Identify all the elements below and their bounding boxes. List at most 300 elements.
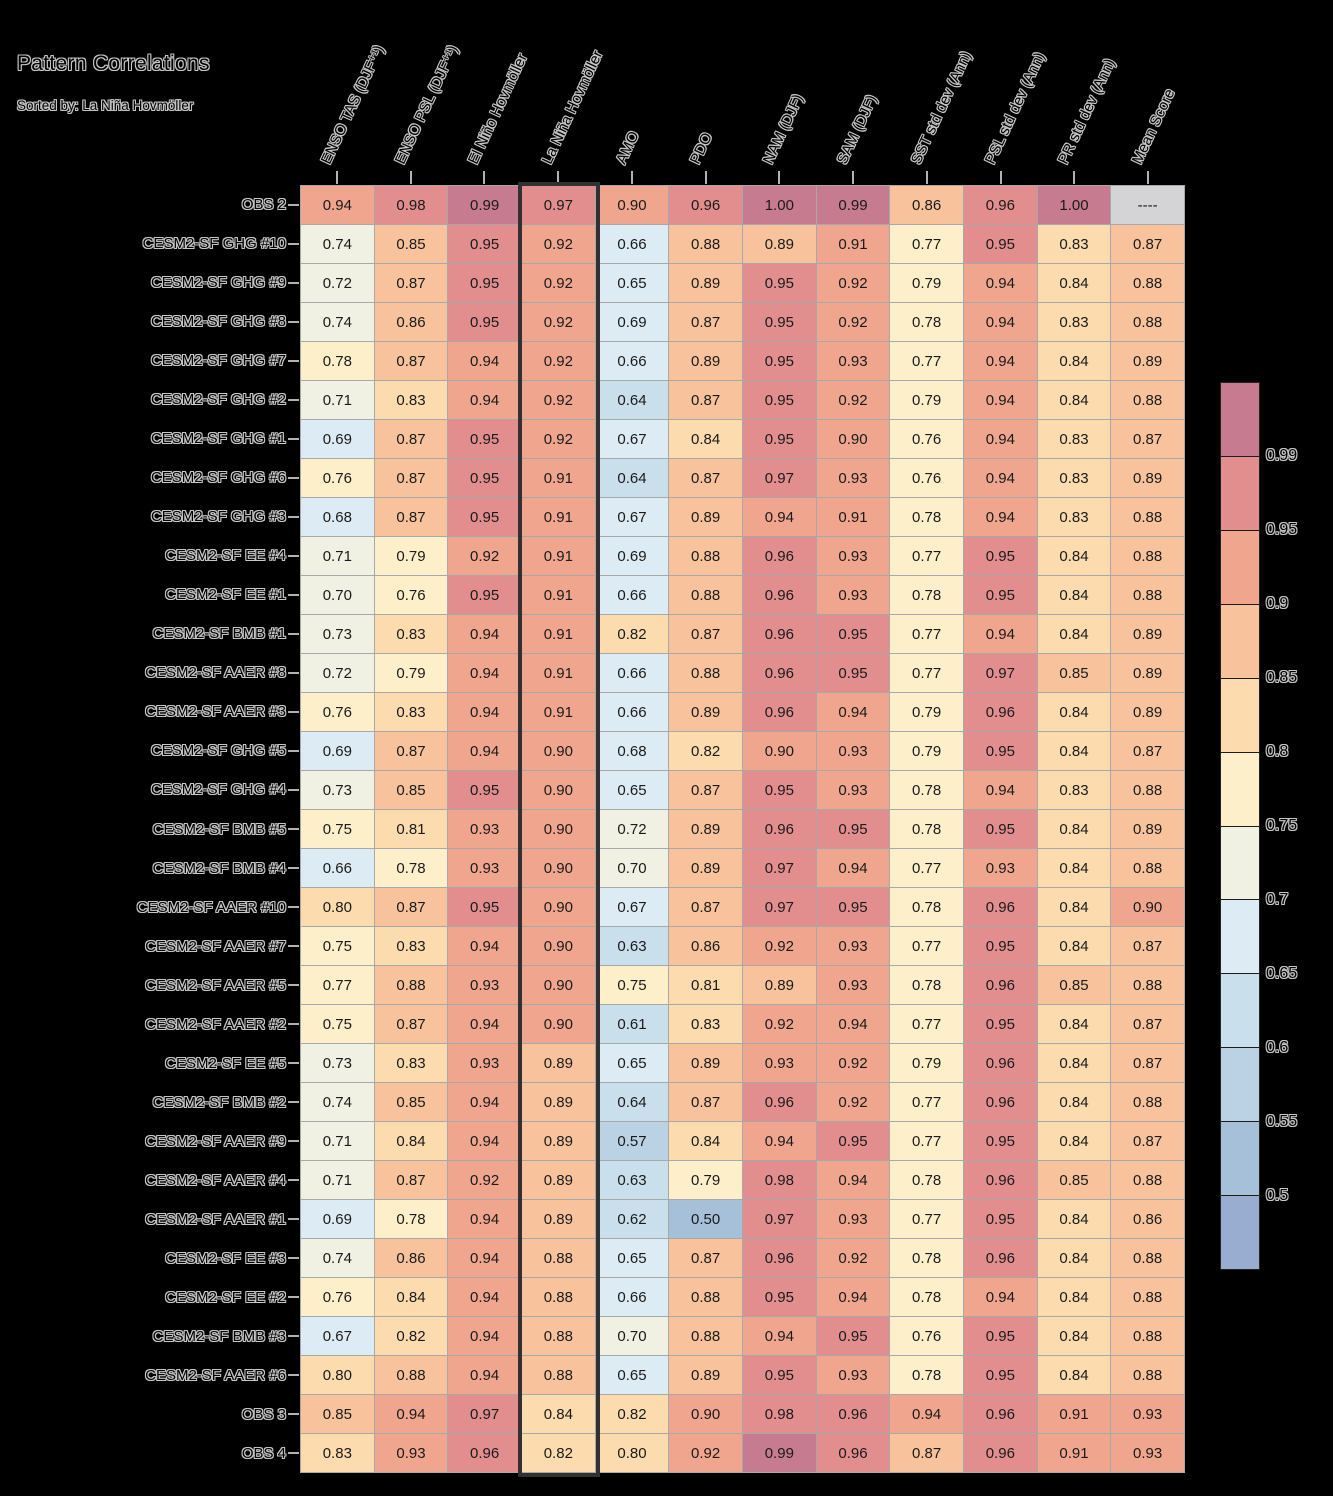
heatmap-cell: 0.93 [448,810,521,848]
heatmap-cell: 0.76 [301,459,374,497]
heatmap-cell: 0.95 [743,420,816,458]
heatmap-cell: 0.95 [448,420,521,458]
heatmap-cell: 0.91 [817,225,890,263]
column-header: PDO [686,130,716,168]
heatmap-cell: 0.90 [1111,888,1184,926]
row-label: CESM2-SF AAER #9 [145,1132,286,1150]
heatmap-cell: 0.91 [522,459,595,497]
heatmap-cell: 0.87 [1111,420,1184,458]
heatmap-cell: 0.90 [743,732,816,770]
colorbar-segment [1221,531,1259,605]
colorbar-segment [1221,383,1259,457]
row-labels [0,185,286,1473]
heatmap-cell: 0.79 [669,1161,742,1199]
y-axis-tick [288,1413,299,1415]
y-axis-tick [288,1218,299,1220]
heatmap-cell: 0.96 [964,1161,1037,1199]
row-label: CESM2-SF GHG #7 [150,352,286,370]
heatmap-cell: 0.88 [669,576,742,614]
heatmap-cell: 0.94 [817,1161,890,1199]
heatmap-cell: 0.95 [743,771,816,809]
heatmap-cell: 0.88 [375,966,448,1004]
heatmap-cell: 0.92 [522,264,595,302]
heatmap-cell: 0.86 [890,186,963,224]
heatmap-cell: 0.96 [669,186,742,224]
y-axis-tick [288,477,299,479]
colorbar-tick-label: 0.9 [1266,595,1289,612]
row-label: CESM2-SF GHG #4 [150,781,286,799]
column-header: NAM (DJF) [760,91,808,168]
heatmap-cell: 0.71 [301,381,374,419]
heatmap-cell: 0.97 [522,186,595,224]
heatmap-cell: 0.89 [669,342,742,380]
heatmap-cell: 0.88 [669,225,742,263]
heatmap-cell: 0.84 [1038,1005,1111,1043]
heatmap-cell: 0.72 [596,810,669,848]
heatmap-cell: 0.79 [890,1044,963,1082]
heatmap-cell: 0.88 [1111,498,1184,536]
heatmap-cell: 0.96 [964,693,1037,731]
colorbar-tick-label: 0.65 [1266,965,1298,982]
heatmap-cell: 0.96 [964,1395,1037,1433]
heatmap-cell: 0.95 [817,615,890,653]
heatmap-cell: 0.79 [890,693,963,731]
heatmap-cell: 0.67 [596,888,669,926]
heatmap-cell: 0.76 [890,420,963,458]
heatmap-cell: 1.00 [743,186,816,224]
heatmap-cell: 0.69 [596,537,669,575]
heatmap-cell: 0.83 [301,1434,374,1472]
heatmap-cell: 0.95 [964,927,1037,965]
heatmap-cell: 0.65 [596,264,669,302]
heatmap-cell: 0.86 [375,1239,448,1277]
heatmap-cell: 0.87 [669,615,742,653]
heatmap-cell: 0.95 [448,225,521,263]
heatmap-cell: 0.89 [669,498,742,536]
y-axis-tick [288,1257,299,1259]
heatmap-cell: 0.87 [669,1083,742,1121]
colorbar-segment [1221,1122,1259,1196]
heatmap-cell: 0.69 [596,303,669,341]
y-axis-tick [288,1335,299,1337]
heatmap-cell: 0.69 [301,1200,374,1238]
heatmap-cell: 0.84 [669,420,742,458]
heatmap-cell: 0.95 [817,1317,890,1355]
colorbar-tick-label: 0.7 [1266,891,1289,908]
heatmap-cell: 0.97 [743,459,816,497]
heatmap-cell: 0.96 [964,1239,1037,1277]
heatmap-cell: 0.79 [375,537,448,575]
heatmap-cell: 0.96 [964,888,1037,926]
heatmap-cell: 0.89 [669,810,742,848]
x-axis-tick [926,171,928,184]
heatmap-cell: 0.97 [743,849,816,887]
heatmap-cell: 0.96 [743,693,816,731]
x-axis-tick [557,171,559,184]
heatmap-cell: 0.95 [448,498,521,536]
row-label: CESM2-SF GHG #10 [142,235,286,253]
heatmap-cell: 0.83 [1038,225,1111,263]
row-label: CESM2-SF GHG #5 [150,742,286,760]
heatmap-cell: 0.95 [817,888,890,926]
heatmap-cell: 0.94 [964,420,1037,458]
x-axis-tick [1147,171,1149,184]
heatmap-cell: 0.94 [448,1278,521,1316]
heatmap-cell: 0.88 [1111,1239,1184,1277]
heatmap-cell: 0.95 [448,888,521,926]
heatmap-cell: 0.93 [1111,1434,1184,1472]
heatmap-cell: 0.77 [890,1122,963,1160]
heatmap-cell: 0.97 [743,1200,816,1238]
row-label: CESM2-SF EE #3 [165,1249,286,1267]
y-axis-tick [288,1374,299,1376]
heatmap-cell: 0.94 [448,1356,521,1394]
heatmap-cell: 0.70 [596,849,669,887]
heatmap-cell: 0.86 [669,927,742,965]
heatmap-cell: 0.99 [743,1434,816,1472]
heatmap-cell: 0.74 [301,303,374,341]
heatmap-cell: 0.90 [522,732,595,770]
heatmap-cell: 0.89 [669,849,742,887]
row-label: CESM2-SF AAER #7 [145,937,286,955]
heatmap-cell: 0.82 [669,732,742,770]
heatmap-cell: 0.77 [890,1083,963,1121]
heatmap-cell: 0.65 [596,1239,669,1277]
heatmap-cell: 0.87 [669,888,742,926]
heatmap-cell: 0.94 [448,1239,521,1277]
heatmap-cell: 0.68 [301,498,374,536]
heatmap-cell: 0.92 [817,1083,890,1121]
x-axis-tick [705,171,707,184]
y-axis-tick [288,1023,299,1025]
heatmap-cell: 0.95 [964,537,1037,575]
heatmap-cell: 0.84 [1038,1356,1111,1394]
heatmap-cell: 0.96 [964,186,1037,224]
y-axis-tick [288,1296,299,1298]
heatmap-cell: 0.91 [1038,1395,1111,1433]
heatmap-cell: 0.62 [596,1200,669,1238]
heatmap-cell: 0.78 [890,771,963,809]
heatmap-cell: 0.78 [890,888,963,926]
heatmap-cell: 0.83 [1038,498,1111,536]
x-axis-tick [483,171,485,184]
heatmap-cell: 0.94 [448,342,521,380]
heatmap-cell: 0.93 [817,966,890,1004]
heatmap-cell: 0.65 [596,771,669,809]
colorbar-tick-label: 0.85 [1266,669,1298,686]
heatmap-cell: 0.78 [375,849,448,887]
heatmap-cell: 0.88 [669,654,742,692]
row-label: CESM2-SF BMB #2 [152,1093,286,1111]
heatmap-cell: 0.89 [1111,654,1184,692]
heatmap-cell: 0.84 [1038,849,1111,887]
heatmap-cell: 0.66 [596,693,669,731]
heatmap-cell: 0.92 [669,1434,742,1472]
heatmap-cell: 0.87 [1111,1122,1184,1160]
heatmap-cell: 0.84 [1038,1239,1111,1277]
heatmap-cell: 0.78 [890,1278,963,1316]
heatmap-cell: 0.87 [375,342,448,380]
heatmap-cell: 0.89 [1111,693,1184,731]
heatmap-cell: 0.90 [522,810,595,848]
heatmap-cell: 0.64 [596,1083,669,1121]
heatmap-cell: 0.92 [743,927,816,965]
heatmap-grid [300,185,1185,1473]
heatmap-cell: 0.91 [522,576,595,614]
row-label: CESM2-SF BMB #4 [152,859,286,877]
heatmap-cell: 0.77 [890,849,963,887]
heatmap-cell: 0.78 [890,810,963,848]
heatmap-cell: 0.96 [743,810,816,848]
heatmap-cell: 0.77 [890,225,963,263]
column-header: Mean Score [1128,86,1179,168]
heatmap-cell: 0.89 [522,1200,595,1238]
heatmap-cell: 0.73 [301,771,374,809]
heatmap-cell: 0.88 [1111,966,1184,1004]
column-header: AMO [612,128,643,168]
heatmap-cell: 0.68 [596,732,669,770]
y-axis-tick [288,555,299,557]
heatmap-cell: 0.70 [596,1317,669,1355]
y-axis-tick [288,321,299,323]
heatmap-cell: 0.87 [1111,1005,1184,1043]
colorbar-tick-label: 0.55 [1266,1113,1298,1130]
heatmap-cell: 0.88 [1111,576,1184,614]
heatmap-cell: 0.88 [1111,771,1184,809]
heatmap-cell: 0.84 [1038,1083,1111,1121]
heatmap-cell: 0.83 [375,693,448,731]
row-label: CESM2-SF GHG #6 [150,469,286,487]
heatmap-cell: 0.87 [375,498,448,536]
row-label: CESM2-SF BMB #3 [152,1327,286,1345]
heatmap-cell: 0.75 [301,927,374,965]
colorbar-segment [1221,1048,1259,1122]
heatmap-cell: 0.80 [301,888,374,926]
heatmap-cell: 0.87 [375,1005,448,1043]
heatmap-cell: 0.77 [890,615,963,653]
heatmap-cell: 0.89 [1111,810,1184,848]
heatmap-cell: 0.85 [375,225,448,263]
y-axis-tick [288,750,299,752]
heatmap-cell: 0.87 [669,459,742,497]
heatmap-cell: 0.88 [522,1239,595,1277]
heatmap-cell: 0.78 [375,1200,448,1238]
y-axis-tick [288,1140,299,1142]
heatmap-cell: 0.84 [375,1278,448,1316]
colorbar-segment [1221,605,1259,679]
y-axis-tick [288,633,299,635]
heatmap-cell: 0.92 [522,420,595,458]
heatmap-cell: 0.76 [890,1317,963,1355]
heatmap-cell: 0.94 [964,264,1037,302]
heatmap-cell: 0.89 [743,966,816,1004]
heatmap-cell: 0.83 [669,1005,742,1043]
heatmap-cell: 0.93 [375,1434,448,1472]
colorbar-segment [1221,827,1259,901]
heatmap-cell: 0.89 [1111,615,1184,653]
heatmap-cell: 0.91 [522,537,595,575]
heatmap-cell: 0.96 [964,966,1037,1004]
heatmap-cell: 0.77 [890,537,963,575]
row-label: CESM2-SF EE #4 [165,547,286,565]
row-label: CESM2-SF BMB #5 [152,820,286,838]
heatmap-cell: 0.76 [375,576,448,614]
row-label: CESM2-SF GHG #9 [150,274,286,292]
heatmap-cell: 0.84 [1038,1044,1111,1082]
x-axis-tick [778,171,780,184]
heatmap-cell: 0.67 [596,498,669,536]
heatmap-cell: 0.93 [817,1200,890,1238]
heatmap-cell: 0.88 [1111,303,1184,341]
heatmap-cell: 0.94 [964,1278,1037,1316]
heatmap-cell: 0.84 [1038,732,1111,770]
heatmap-cell: 0.88 [522,1278,595,1316]
heatmap-cell: 0.88 [669,1278,742,1316]
heatmap-cell: 0.95 [743,264,816,302]
heatmap-cell: 0.94 [301,186,374,224]
heatmap-cell: 0.88 [1111,849,1184,887]
colorbar-tick-label: 0.8 [1266,743,1289,760]
heatmap-cell: 0.92 [522,303,595,341]
heatmap-cell: 0.88 [1111,1083,1184,1121]
heatmap-cell: 0.71 [301,1161,374,1199]
heatmap-cell: 0.93 [817,459,890,497]
heatmap-cell: 0.87 [375,732,448,770]
heatmap-cell: 0.91 [522,615,595,653]
heatmap-cell: 0.80 [301,1356,374,1394]
heatmap-cell: 0.88 [375,1356,448,1394]
row-label: CESM2-SF AAER #10 [136,898,286,916]
heatmap-cell: 0.89 [522,1122,595,1160]
heatmap-cell: 0.96 [817,1395,890,1433]
heatmap-cell: 0.93 [817,1356,890,1394]
heatmap-cell: 0.88 [1111,264,1184,302]
heatmap-cell: 0.96 [743,576,816,614]
heatmap-cell: 0.98 [743,1161,816,1199]
heatmap-cell: 0.75 [596,966,669,1004]
heatmap-cell: 0.87 [669,381,742,419]
heatmap-cell: 0.97 [448,1395,521,1433]
row-label: CESM2-SF EE #2 [165,1288,286,1306]
heatmap-cell: 0.87 [890,1434,963,1472]
y-axis-tick [288,282,299,284]
heatmap-cell: 0.96 [743,537,816,575]
heatmap-cell: 0.94 [964,771,1037,809]
heatmap-cell: 0.77 [890,1005,963,1043]
heatmap-cell: 0.94 [964,498,1037,536]
heatmap-cell: 0.95 [964,1005,1037,1043]
heatmap-cell: 0.95 [817,654,890,692]
heatmap-cell: 0.89 [522,1083,595,1121]
heatmap-cell: 0.87 [1111,1044,1184,1082]
y-axis-tick [288,516,299,518]
y-axis-tick [288,672,299,674]
heatmap-cell: 0.89 [669,264,742,302]
heatmap-cell: 0.90 [522,1005,595,1043]
heatmap-cell: 0.82 [596,615,669,653]
heatmap-cell: 0.78 [301,342,374,380]
row-label: CESM2-SF EE #5 [165,1054,286,1072]
heatmap-cell: 0.84 [1038,615,1111,653]
heatmap-cell: 0.77 [890,1200,963,1238]
column-header: ENSO PSL (DJF⁺¹) [391,42,462,168]
heatmap-cell: 0.76 [890,459,963,497]
column-header: La Niña Hovmöller [538,48,607,168]
heatmap-cell: 0.79 [890,732,963,770]
y-axis-tick [288,984,299,986]
heatmap-cell: 0.90 [522,927,595,965]
heatmap-cell: 0.94 [375,1395,448,1433]
heatmap-cell: 0.72 [301,264,374,302]
row-label: CESM2-SF AAER #5 [145,976,286,994]
colorbar-segment [1221,753,1259,827]
heatmap-cell: 0.94 [964,459,1037,497]
heatmap-cell: 0.95 [964,732,1037,770]
heatmap-cell: 0.85 [375,1083,448,1121]
row-label: CESM2-SF AAER #2 [145,1015,286,1033]
heatmap-cell: 0.94 [817,1278,890,1316]
heatmap-cell: 0.93 [817,342,890,380]
heatmap-cell: 0.83 [375,381,448,419]
y-axis-tick [288,1101,299,1103]
heatmap-cell: 0.73 [301,615,374,653]
heatmap-cell: 0.94 [448,381,521,419]
heatmap-cell: 0.88 [522,1356,595,1394]
heatmap-cell: 0.79 [375,654,448,692]
heatmap-cell: 0.95 [743,342,816,380]
heatmap-cell: 0.96 [448,1434,521,1472]
heatmap-cell: 0.93 [817,927,890,965]
heatmap-cell: 0.93 [743,1044,816,1082]
heatmap-cell: 0.95 [964,1356,1037,1394]
row-label: CESM2-SF AAER #8 [145,664,286,682]
heatmap-cell: 0.86 [375,303,448,341]
heatmap-cell: 0.93 [817,576,890,614]
heatmap-cell: 0.84 [1038,888,1111,926]
heatmap-cell: 0.83 [1038,771,1111,809]
heatmap-cell: 0.94 [743,1122,816,1160]
heatmap-cell: 0.83 [1038,459,1111,497]
heatmap-cell: 0.92 [522,381,595,419]
row-label: OBS 4 [241,1445,286,1463]
heatmap-cell: 0.89 [522,1161,595,1199]
heatmap-cell: 0.98 [375,186,448,224]
heatmap-cell: 0.95 [964,1200,1037,1238]
y-axis-tick [288,711,299,713]
heatmap-cell: ---- [1111,186,1184,224]
heatmap-cell: 0.87 [1111,225,1184,263]
heatmap-cell: 0.79 [890,381,963,419]
heatmap-cell: 0.95 [448,303,521,341]
heatmap-cell: 0.88 [669,537,742,575]
heatmap-cell: 0.77 [890,927,963,965]
x-axis-tick [631,171,633,184]
heatmap-cell: 0.95 [743,381,816,419]
y-axis-tick [288,1179,299,1181]
heatmap-cell: 0.96 [964,1434,1037,1472]
heatmap-cell: 0.94 [743,1317,816,1355]
heatmap-cell: 0.80 [596,1434,669,1472]
heatmap-cell: 0.67 [596,420,669,458]
heatmap-cell: 0.95 [743,1278,816,1316]
heatmap-cell: 0.84 [1038,927,1111,965]
heatmap-cell: 0.78 [890,498,963,536]
colorbar-tick-label: 0.99 [1266,447,1298,464]
heatmap-cell: 0.78 [890,966,963,1004]
heatmap-cell: 0.96 [964,1083,1037,1121]
heatmap-cell: 0.92 [817,1239,890,1277]
heatmap-cell: 0.91 [522,498,595,536]
